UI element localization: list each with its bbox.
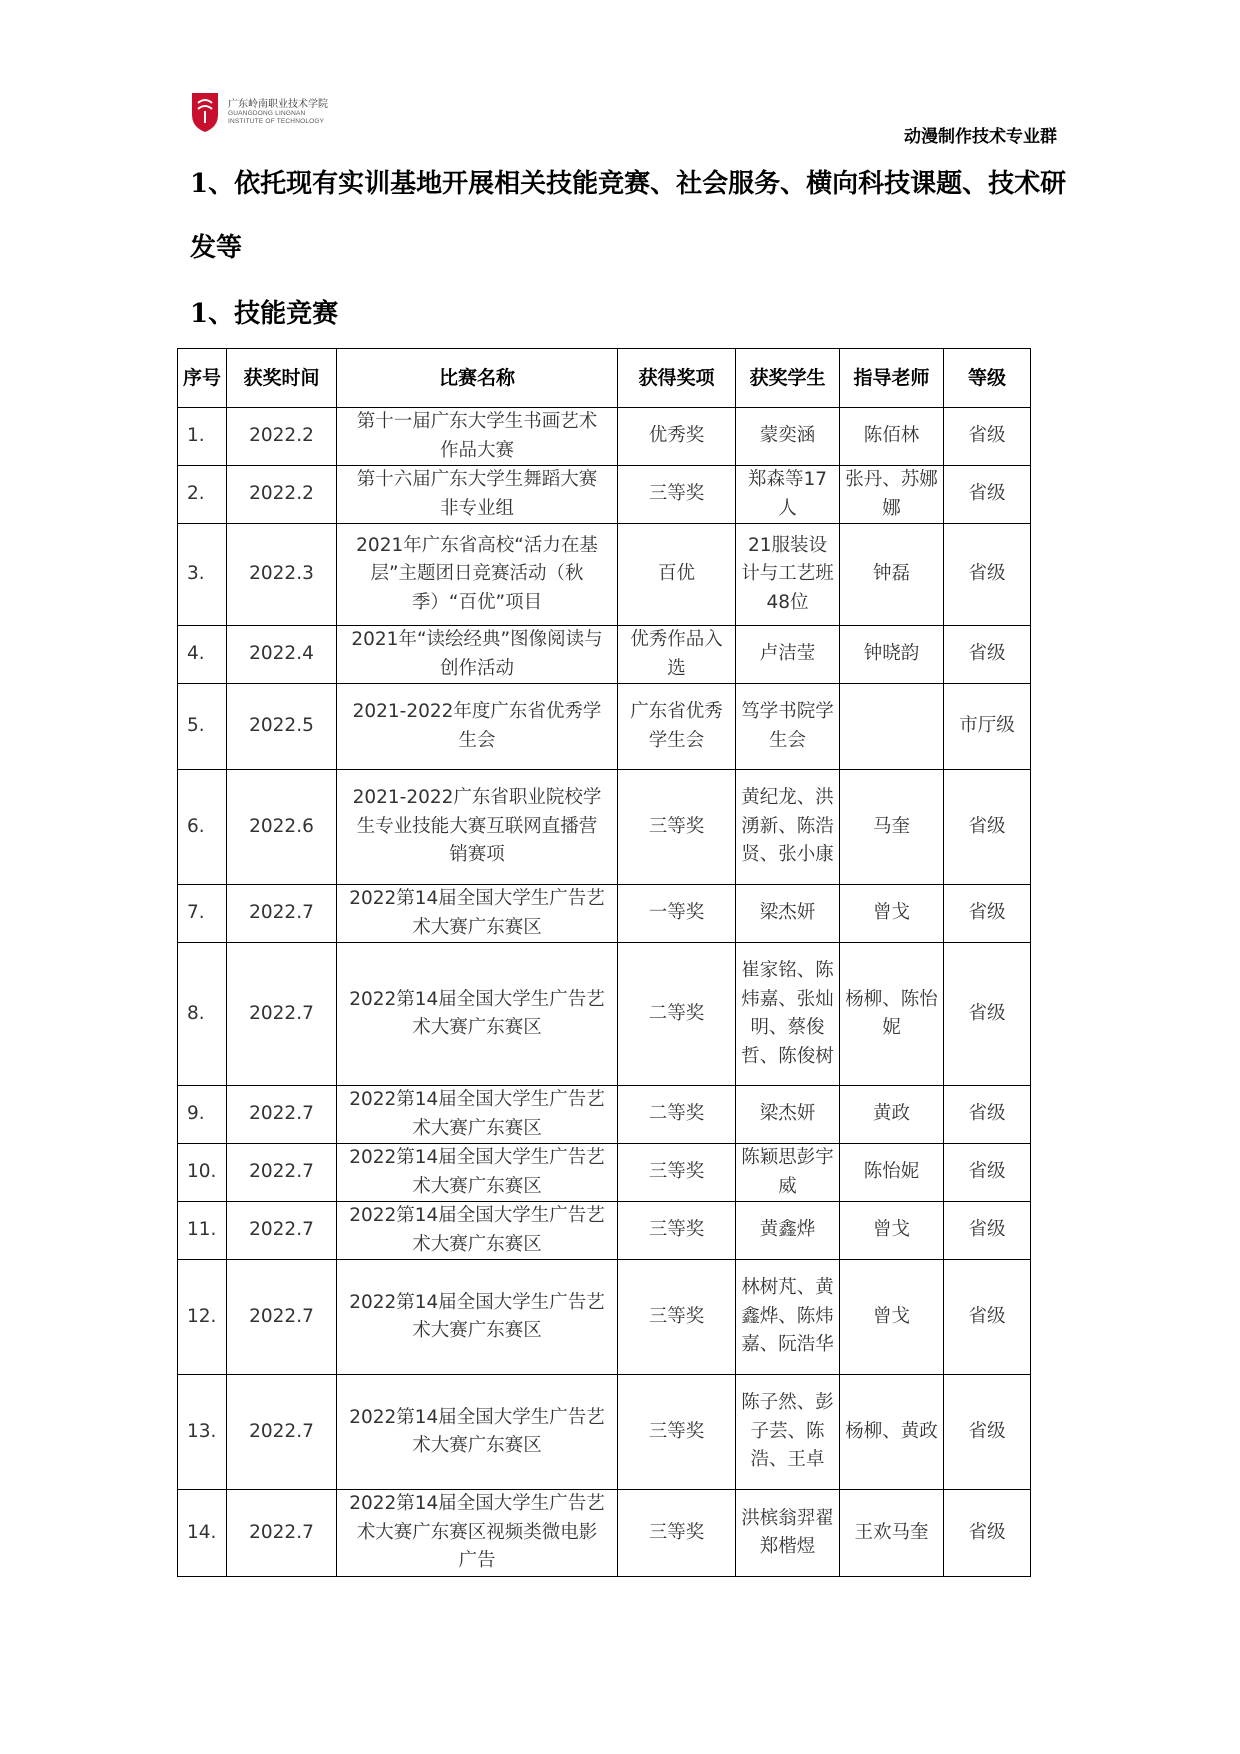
cell-index: 8. bbox=[178, 943, 227, 1086]
cell-competition: 2022第14届全国大学生广告艺术大赛广东赛区 bbox=[337, 1260, 618, 1375]
cell-competition: 第十一届广东大学生书画艺术作品大赛 bbox=[337, 408, 618, 466]
table-row bbox=[178, 770, 1031, 885]
cell-students: 黄纪龙、洪湧新、陈浩贤、张小康 bbox=[736, 770, 840, 885]
cell-award: 优秀奖 bbox=[618, 408, 736, 466]
header-level: 等级 bbox=[944, 349, 1031, 408]
institute-logo bbox=[190, 88, 328, 136]
cell-date: 2022.7 bbox=[227, 1375, 337, 1490]
cell-level: 省级 bbox=[944, 1490, 1031, 1577]
cell-competition: 2022第14届全国大学生广告艺术大赛广东赛区视频类微电影广告 bbox=[337, 1490, 618, 1577]
cell-competition: 第十六届广东大学生舞蹈大赛非专业组 bbox=[337, 466, 618, 524]
table-row bbox=[178, 1086, 1031, 1144]
cell-date: 2022.4 bbox=[227, 626, 337, 684]
cell-teacher: 陈佰林 bbox=[840, 408, 944, 466]
cell-index: 10. bbox=[178, 1144, 227, 1202]
cell-level: 省级 bbox=[944, 466, 1031, 524]
cell-index: 4. bbox=[178, 626, 227, 684]
cell-teacher: 杨柳、陈怡妮 bbox=[840, 943, 944, 1086]
cell-award: 广东省优秀学生会 bbox=[618, 684, 736, 770]
cell-level: 省级 bbox=[944, 626, 1031, 684]
cell-competition: 2021年“读绘经典”图像阅读与创作活动 bbox=[337, 626, 618, 684]
shield-logo-icon bbox=[190, 91, 220, 133]
cell-index: 12. bbox=[178, 1260, 227, 1375]
cell-students: 笃学书院学生会 bbox=[736, 684, 840, 770]
cell-date: 2022.7 bbox=[227, 1144, 337, 1202]
logo-chinese-name: 广东岭南职业技术学院 bbox=[228, 98, 328, 110]
cell-students: 崔家铭、陈炜嘉、张灿明、蔡俊哲、陈俊树 bbox=[736, 943, 840, 1086]
cell-award: 优秀作品入选 bbox=[618, 626, 736, 684]
cell-level: 市厅级 bbox=[944, 684, 1031, 770]
logo-text bbox=[228, 99, 328, 125]
cell-level: 省级 bbox=[944, 885, 1031, 943]
header-teacher: 指导老师 bbox=[840, 349, 944, 408]
cell-date: 2022.7 bbox=[227, 885, 337, 943]
table-row bbox=[178, 1144, 1031, 1202]
table-row bbox=[178, 885, 1031, 943]
logo-english-line-1: GUANGDONG LINGNAN bbox=[228, 110, 306, 118]
cell-teacher: 王欢马奎 bbox=[840, 1490, 944, 1577]
cell-index: 9. bbox=[178, 1086, 227, 1144]
cell-teacher: 杨柳、黄政 bbox=[840, 1375, 944, 1490]
cell-date: 2022.7 bbox=[227, 943, 337, 1086]
cell-teacher: 陈怡妮 bbox=[840, 1144, 944, 1202]
cell-teacher: 马奎 bbox=[840, 770, 944, 885]
cell-students: 陈颖思彭宇威 bbox=[736, 1144, 840, 1202]
cell-award: 二等奖 bbox=[618, 1086, 736, 1144]
awards-table bbox=[177, 348, 1031, 1577]
cell-level: 省级 bbox=[944, 408, 1031, 466]
header-students: 获奖学生 bbox=[736, 349, 840, 408]
cell-award: 三等奖 bbox=[618, 770, 736, 885]
cell-date: 2022.5 bbox=[227, 684, 337, 770]
cell-teacher: 钟磊 bbox=[840, 524, 944, 626]
cell-students: 洪槟翁羿翟郑楷煜 bbox=[736, 1490, 840, 1577]
table-row bbox=[178, 1375, 1031, 1490]
cell-date: 2022.3 bbox=[227, 524, 337, 626]
header-award: 获得奖项 bbox=[618, 349, 736, 408]
cell-award: 三等奖 bbox=[618, 1375, 736, 1490]
cell-competition: 2021年广东省高校“活力在基层”主题团日竞赛活动（秋季）“百优”项目 bbox=[337, 524, 618, 626]
cell-competition: 2022第14届全国大学生广告艺术大赛广东赛区 bbox=[337, 1144, 618, 1202]
cell-teacher: 曾戈 bbox=[840, 885, 944, 943]
cell-date: 2022.7 bbox=[227, 1490, 337, 1577]
cell-teacher: 曾戈 bbox=[840, 1202, 944, 1260]
cell-index: 2. bbox=[178, 466, 227, 524]
cell-index: 13. bbox=[178, 1375, 227, 1490]
cell-students: 卢洁莹 bbox=[736, 626, 840, 684]
cell-index: 1. bbox=[178, 408, 227, 466]
cell-date: 2022.2 bbox=[227, 408, 337, 466]
cell-award: 一等奖 bbox=[618, 885, 736, 943]
cell-competition: 2022第14届全国大学生广告艺术大赛广东赛区 bbox=[337, 1375, 618, 1490]
cell-index: 14. bbox=[178, 1490, 227, 1577]
cell-index: 3. bbox=[178, 524, 227, 626]
cell-competition: 2022第14届全国大学生广告艺术大赛广东赛区 bbox=[337, 885, 618, 943]
department-name: 动漫制作技术专业群 bbox=[904, 127, 1057, 147]
logo-english-line-2: INSTITUTE OF TECHNOLOGY bbox=[228, 117, 325, 125]
table-row bbox=[178, 626, 1031, 684]
cell-award: 三等奖 bbox=[618, 1144, 736, 1202]
header-date: 获奖时间 bbox=[227, 349, 337, 408]
table-row bbox=[178, 524, 1031, 626]
table-row bbox=[178, 466, 1031, 524]
cell-students: 梁杰妍 bbox=[736, 1086, 840, 1144]
header-index: 序号 bbox=[178, 349, 227, 408]
cell-award: 三等奖 bbox=[618, 1490, 736, 1577]
cell-date: 2022.7 bbox=[227, 1086, 337, 1144]
cell-teacher: 黄政 bbox=[840, 1086, 944, 1144]
cell-index: 7. bbox=[178, 885, 227, 943]
awards-table-body bbox=[178, 408, 1031, 1577]
cell-competition: 2022第14届全国大学生广告艺术大赛广东赛区 bbox=[337, 943, 618, 1086]
cell-teacher: 张丹、苏娜娜 bbox=[840, 466, 944, 524]
cell-date: 2022.2 bbox=[227, 466, 337, 524]
cell-students: 陈子然、彭子芸、陈浩、王卓 bbox=[736, 1375, 840, 1490]
section-title: 1、依托现有实训基地开展相关技能竞赛、社会服务、横向科技课题、技术研发等 bbox=[190, 169, 1067, 263]
cell-competition: 2021-2022年度广东省优秀学生会 bbox=[337, 684, 618, 770]
table-row bbox=[178, 1260, 1031, 1375]
cell-level: 省级 bbox=[944, 943, 1031, 1086]
table-row bbox=[178, 408, 1031, 466]
cell-award: 二等奖 bbox=[618, 943, 736, 1086]
cell-level: 省级 bbox=[944, 1144, 1031, 1202]
cell-students: 蒙奕涵 bbox=[736, 408, 840, 466]
cell-students: 梁杰妍 bbox=[736, 885, 840, 943]
cell-students: 郑森等17人 bbox=[736, 466, 840, 524]
cell-teacher bbox=[840, 684, 944, 770]
section-subtitle: 1、技能竞赛 bbox=[190, 299, 339, 329]
cell-teacher: 曾戈 bbox=[840, 1260, 944, 1375]
cell-index: 5. bbox=[178, 684, 227, 770]
cell-teacher: 钟晓韵 bbox=[840, 626, 944, 684]
cell-index: 6. bbox=[178, 770, 227, 885]
cell-award: 百优 bbox=[618, 524, 736, 626]
cell-date: 2022.7 bbox=[227, 1260, 337, 1375]
cell-index: 11. bbox=[178, 1202, 227, 1260]
cell-award: 三等奖 bbox=[618, 466, 736, 524]
cell-students: 21服装设计与工艺班48位 bbox=[736, 524, 840, 626]
header-competition: 比赛名称 bbox=[337, 349, 618, 408]
table-row bbox=[178, 943, 1031, 1086]
cell-award: 三等奖 bbox=[618, 1202, 736, 1260]
cell-competition: 2022第14届全国大学生广告艺术大赛广东赛区 bbox=[337, 1086, 618, 1144]
cell-level: 省级 bbox=[944, 1086, 1031, 1144]
cell-level: 省级 bbox=[944, 1375, 1031, 1490]
table-row bbox=[178, 1202, 1031, 1260]
cell-competition: 2021-2022广东省职业院校学生专业技能大赛互联网直播营销赛项 bbox=[337, 770, 618, 885]
cell-date: 2022.7 bbox=[227, 1202, 337, 1260]
cell-students: 黄鑫烨 bbox=[736, 1202, 840, 1260]
cell-students: 林树芃、黄鑫烨、陈炜嘉、阮浩华 bbox=[736, 1260, 840, 1375]
cell-competition: 2022第14届全国大学生广告艺术大赛广东赛区 bbox=[337, 1202, 618, 1260]
cell-award: 三等奖 bbox=[618, 1260, 736, 1375]
cell-level: 省级 bbox=[944, 524, 1031, 626]
cell-date: 2022.6 bbox=[227, 770, 337, 885]
cell-level: 省级 bbox=[944, 770, 1031, 885]
table-row bbox=[178, 1490, 1031, 1577]
table-header-row bbox=[178, 349, 1031, 408]
cell-level: 省级 bbox=[944, 1260, 1031, 1375]
table-row bbox=[178, 684, 1031, 770]
cell-level: 省级 bbox=[944, 1202, 1031, 1260]
